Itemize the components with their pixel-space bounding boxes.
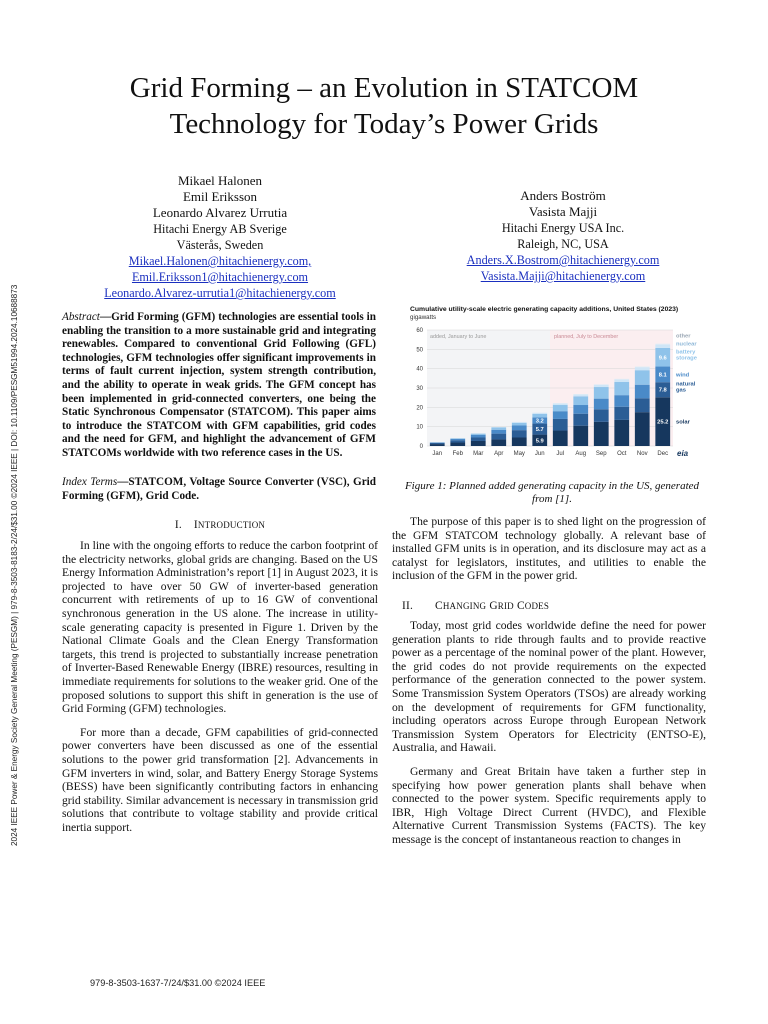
chart-bar-segment [573,426,588,446]
section-title-rest: NTRODUCTION [197,520,266,530]
chart-legend-label: nuclear [676,341,697,348]
author-name: Leonardo Alvarez Urrutia [152,205,288,220]
chart-bar-segment [450,443,465,446]
chart-bar-segment [450,438,465,439]
chart-bar-segment [532,413,547,414]
title-line-1: Grid Forming – an Evolution in STATCOM [129,72,639,104]
author-email-link[interactable]: Leonardo.Alvarez-urrutia1@hitachienergy.com [104,286,336,300]
chart-bar-segment [635,412,650,446]
chart-bar-segment [471,441,486,446]
chart-bar-segment [553,431,568,446]
abstract-label: Abstract [62,311,100,323]
chart-bar-segment [635,398,650,412]
chart-x-tick-label: Apr [494,451,504,457]
chart-x-tick-label: Feb [452,451,463,457]
chart-bar-segment [614,395,629,407]
chart-y-tick-label: 0 [419,444,423,450]
chart-bar-segment [573,414,588,426]
chart-bar-segment [635,370,650,385]
chart-x-tick-label: Nov [636,451,648,457]
chart-data-label: 3.2 [535,418,544,425]
chart-title: Cumulative utility-scale electric generating capacity additions, United States (2023) [410,306,679,313]
chart-region-label: added, January to June [430,334,487,340]
chart-bar-segment [471,437,486,440]
author-name: Anders Boström [520,188,606,203]
chart-bar-segment [450,439,465,440]
author-email-link[interactable]: Emil.Eriksson1@hitachienergy.com [131,270,309,284]
chart-y-tick-label: 10 [416,424,423,431]
author-email-link[interactable]: Vasista.Majji@hitachienergy.com [480,269,646,283]
abstract-text: —Grid Forming (GFM) technologies are essential tools in enabling the transition to a more sustainable grid and integrating renewables. Compared to conventional Grid Following (GFL) technologies, GFM technologies offer significant improvements in terms of fault current injection, system strength contribution, and the ability to operate in weak grids. The GFM concept has been implemented in grid-connected converters, one being the Static Synchronous Compensator (STATCOM). This paper aims to introduce the STATCOM with GFM capabilities, grid codes and the need for GFM, and highlight the advancement of GFM STATCOMs worldwide with two reference cases in the US. [62,311,376,459]
chart-bar-segment [553,405,568,411]
eia-logo: eia [677,449,689,458]
chart-bar-segment [471,435,486,438]
chart-bar-segment [635,367,650,370]
section-title-rest: RID [497,601,514,611]
paragraph: Germany and Great Britain have taken a further step in specifying how power generation plants shall behave when connected to the power system. Specific requirements apply to IBR, High Voltage Direct Current (HVDC), and Flexible Alternative Current Transmission Systems (FACTS). The key message is the concept of instantaneous reaction to changes in [392,764,706,846]
chart-bar-segment [614,420,629,446]
chart-x-tick-label: May [513,451,525,457]
side-citation-text: 2024 IEEE Power & Energy Society General Meeting (PESGM) | 979-8-3503-8183-2/24/$31.00 ©2024 IEEE | DOI: 10.1109/PESGM51994.2024.10688873 [10,284,19,846]
chart-data-label: 8.1 [658,372,667,379]
chart-region-label: planned, July to December [554,334,619,340]
section-title-initial: G [489,600,498,612]
chart-legend-label: other [676,333,691,340]
chart-bar-segment [532,414,547,417]
chart-bar-segment [512,422,527,423]
chart-bar-segment [512,437,527,446]
chart-data-label: 7.8 [658,387,667,394]
section-title-rest: ODES [524,601,550,611]
chart-y-tick-label: 30 [416,386,423,392]
chart-unit-label: gigawatts [410,314,437,321]
chart-bar-segment [614,407,629,420]
abstract [62,311,376,461]
chart-legend-label: solar [676,419,690,426]
section-heading-changing-grid-codes [392,600,706,612]
paragraph: In line with the ongoing efforts to reduce the carbon footprint of the electricity networks, global grids are changing. Based on the US Energy Information Administration’s report [1] in August 2023, it is projected to have over 50 GW of inverter-based generation concurrent with retirements of up to 16 GW of conventional synchronous generation in the US alone. The increase in utility-scale generating capacity is presented in Figure 1. Driven by the National Climate Goals and the Clean Energy Transformation targets, this trend is projected to substantially increase penetration of Inverter-Based Renewable Energy (IBRE) resources, resulting in immediate requirements for solutions to the weaker grid. One of the proposed solutions to support this shift in generation is the use of Grid Forming (GFM) technologies. [62,539,378,716]
chart-bar-segment [553,419,568,431]
chart-bar-segment [573,394,588,396]
chart-bar-segment [491,434,506,440]
chart-bar-segment [655,344,670,345]
right-column-body [392,619,706,857]
section-title-initial: C [435,600,443,612]
author-name: Emil Eriksson [182,189,258,204]
chart-data-label: 25.2 [657,419,669,426]
chart-bar-segment [573,405,588,414]
chart-bar-segment [594,422,609,446]
page-footer: 979-8-3503-1637-7/24/$31.00 ©2024 IEEE [90,978,266,988]
author-name: Mikael Halonen [177,173,263,188]
right-column-intro [392,515,706,593]
figure-1-chart [405,306,705,464]
index-terms [62,476,376,503]
index-terms-label: Index Terms [62,476,118,488]
side-citation-strip [10,196,26,846]
chart-bar-segment [573,396,588,405]
chart-legend-label: battery [676,349,696,356]
chart-bar-segment [553,411,568,419]
chart-bar-segment [430,443,445,444]
author-email-link[interactable]: Anders.X.Bostrom@hitachienergy.com [466,253,660,267]
paragraph: For more than a decade, GFM capabilities of grid-connected power converters have been discussed as one of the essential solutions to the power grid transformation [2]. Advancements in GFM inverters in wind, solar, and Battery Energy Storage Systems (BESS) have been significantly contributing factors in enhancing grid stability. Similar advancement is necessary in transmission grid solutions that contribute to voltage stability and provide critical inertia support. [62,725,378,834]
chart-legend-label: storage [676,355,697,362]
chart-bar-segment [553,403,568,405]
chart-x-tick-label: Sep [595,451,607,457]
chart-y-tick-label: 40 [416,366,423,373]
section-title-rest: HANGING [442,601,487,611]
chart-bar-segment [491,427,506,429]
chart-legend-label: wind [676,372,690,379]
author-affiliation: Hitachi Energy USA Inc. [501,221,625,235]
chart-bar-segment [491,439,506,446]
chart-y-tick-label: 60 [416,328,423,334]
author-location: Raleigh, NC, USA [517,237,609,251]
chart-bar-segment [594,385,609,387]
chart-bar-segment [512,423,527,426]
chart-bar-segment [450,440,465,442]
author-block-right [405,188,721,284]
chart-bar-segment [614,382,629,395]
chart-x-tick-label: Jul [556,451,565,457]
index-terms-text: —STATCOM, Voltage Source Converter (VSC), Grid Forming (GFM), Grid Code. [62,476,376,502]
section-title-initial: C [516,600,525,612]
paragraph: Today, most grid codes worldwide define the need for power generation plants to ride through faults and to provide reactive power as a percentage of the nominal power of the plant. However, the grid codes do not provide requirements on the expected performance of the generation connected to the power system. Some Transmission System Operators (TSOs) are already working on the development of requirements for GFM functionality, including operators across Europe through European Network Transmission System Operators for Electricity (ENTSO-E), Australia, and Hawaii. [392,619,706,755]
chart-legend-label: gas [676,387,686,394]
chart-bar-segment [471,434,486,435]
chart-bar-segment [614,379,629,380]
figure-caption: Figure 1: Planned added generating capacity in the US, generated from [1]. [404,480,700,505]
left-column-body [62,539,378,844]
chart-y-tick-label: 20 [416,405,423,412]
chart-y-tick-label: 50 [416,347,423,354]
chart-x-tick-label: Oct [617,451,627,457]
chart-x-tick-label: Aug [575,451,587,457]
chart-bar-segment [594,399,609,410]
chart-data-label: 5.7 [535,427,544,434]
chart-bar-segment [512,426,527,431]
chart-bar-segment [430,444,445,446]
chart-bar-segment [594,384,609,385]
section-number: II. [402,600,414,612]
chart-bar-segment [655,345,670,348]
chart-bar-segment [491,430,506,434]
chart-canvas [405,306,705,464]
title-line-2: Technology for Today’s Power Grids [169,108,599,140]
author-name: Vasista Majji [528,204,598,219]
chart-bar-segment [614,379,629,382]
chart-data-label: 9.6 [658,355,667,362]
chart-bar-segment [635,366,650,367]
author-location: Västerås, Sweden [176,238,264,252]
chart-bar-segment [635,385,650,399]
section-heading-introduction [62,519,378,531]
paper-title [60,70,708,142]
chart-data-label: 5.9 [535,438,544,445]
chart-bar-segment [512,430,527,437]
chart-x-tick-label: Jun [534,451,545,457]
author-block-left [62,173,378,301]
paragraph: The purpose of this paper is to shed light on the progression of the GFM STATCOM technology globally. A relevant base of installed GFM units is in operation, and its disclosure may act as a catalyst for legislators, institutes, and utilities to enable the inclusion of the GFM in the power grid. [392,515,706,583]
section-number: I. [174,519,182,531]
chart-x-tick-label: Dec [657,451,669,457]
author-affiliation: Hitachi Energy AB Sverige [153,222,287,236]
chart-x-tick-label: Mar [473,451,484,457]
chart-bar-segment [594,387,609,399]
chart-bar-segment [594,409,609,422]
author-email-link[interactable]: Mikael.Halonen@hitachienergy.com, [128,254,312,268]
chart-legend-label: natural [676,381,696,388]
chart-x-tick-label: Jan [432,451,443,457]
section-title-initial: I [193,519,198,531]
